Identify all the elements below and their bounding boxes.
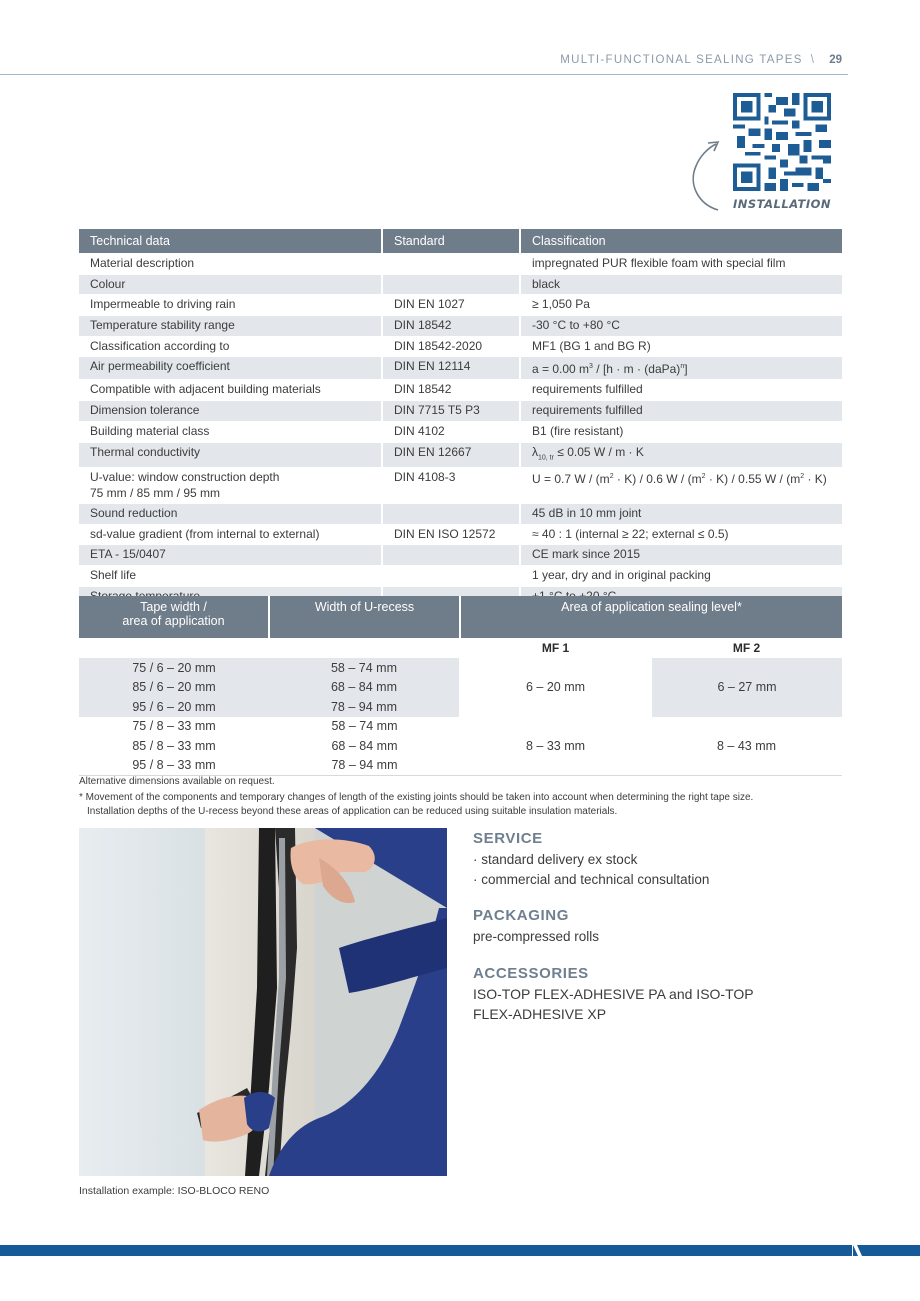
value-cell: 45 dB in 10 mm joint xyxy=(520,503,842,524)
value-cell: 1 year, dry and in original packing xyxy=(520,565,842,586)
value-cell: ≥ 1,050 Pa xyxy=(520,295,842,316)
property-cell: Dimension tolerance xyxy=(79,401,382,422)
table-row xyxy=(79,295,842,316)
property-cell: Compatible with adjacent building materials xyxy=(79,380,382,401)
standard-cell: DIN EN 12667 xyxy=(382,442,520,467)
recess-width-cell: 58 – 74 mm xyxy=(331,719,398,734)
property-cell: Classification according to xyxy=(79,336,382,357)
service-item: · commercial and technical consultation xyxy=(473,871,710,887)
value-cell: requirements fulfilled xyxy=(520,380,842,401)
recess-width-cell: 68 – 84 mm xyxy=(331,738,398,753)
mf2-label: MF 2 xyxy=(651,638,842,658)
column-header: Technical data xyxy=(79,229,382,254)
value-cell: $\lambda_{10, tr} \le 0.05$ W / m · K xyxy=(520,442,842,467)
running-header xyxy=(560,54,842,66)
mf1-range-cell: 6 – 20 mm xyxy=(460,658,651,717)
page-number: 29 xyxy=(829,54,842,66)
mf2-range-cell: 8 – 43 mm xyxy=(651,717,842,776)
standard-cell: DIN 18542-2020 xyxy=(382,336,520,357)
property-cell: Sound reduction xyxy=(79,503,382,524)
value-cell: requirements fulfilled xyxy=(520,401,842,422)
standard-cell: DIN 7715 T5 P3 xyxy=(382,401,520,422)
table-row xyxy=(79,316,842,337)
accessories-section xyxy=(473,965,823,1024)
value-cell: CE mark since 2015 xyxy=(520,545,842,566)
value-cell: -30 °C to +80 °C xyxy=(520,316,842,337)
table-header-row xyxy=(79,596,842,638)
mf1-range-cell: 8 – 33 mm xyxy=(460,717,651,776)
accessories-heading: ACCESSORIES xyxy=(473,965,589,982)
value-cell: MF1 (BG 1 and BG R) xyxy=(520,336,842,357)
table-row xyxy=(79,442,842,467)
footer-bar-tail xyxy=(853,1245,920,1256)
packaging-text: pre-compressed rolls xyxy=(473,929,600,944)
standard-cell: DIN EN 12114 xyxy=(382,357,520,380)
accessories-line: ISO-TOP FLEX-ADHESIVE PA and ISO-TOP xyxy=(473,986,754,1002)
qr-label: INSTALLATION xyxy=(733,197,832,211)
table-row xyxy=(79,254,842,275)
standard-cell: DIN 18542 xyxy=(382,316,520,337)
installation-photo xyxy=(79,828,447,1176)
header-title: MULTI-FUNCTIONAL SEALING TAPES xyxy=(560,54,803,66)
header-rule xyxy=(0,74,848,75)
recess-width-cell: 78 – 94 mm xyxy=(269,756,460,776)
property-cell: Thermal conductivity xyxy=(79,442,382,467)
table-row xyxy=(79,421,842,442)
standard-cell xyxy=(382,565,520,586)
recess-width-cell: 68 – 84 mm xyxy=(269,678,460,698)
tape-width-cell: 85 / 6 – 20 mm xyxy=(79,678,269,698)
table-row xyxy=(79,717,842,737)
table-row xyxy=(79,524,842,545)
technical-data-table xyxy=(79,229,842,606)
property-cell: Building material class xyxy=(79,421,382,442)
tape-width-cell: 75 / 8 – 33 mm xyxy=(132,719,216,734)
column-header: Width of U-recess xyxy=(269,596,460,638)
standard-cell xyxy=(382,545,520,566)
property-cell: Colour xyxy=(79,274,382,295)
table-row xyxy=(79,336,842,357)
table-row xyxy=(79,467,842,503)
footer-bar xyxy=(0,1245,852,1256)
column-header: Area of application sealing level* xyxy=(460,596,842,638)
value-cell: U = 0.7 $W / (m^2 \cdot K) / 0.6$ $W / (m^2 \cdot K) / 0.55$ $W / (m^2 \cdot K)$ xyxy=(520,467,842,503)
value-cell: black xyxy=(520,274,842,295)
footnote: * Movement of the components and temporary changes of length of the existing joints should be taken into account when determining the right tape size. xyxy=(79,792,754,803)
header-separator: \ xyxy=(810,54,816,66)
recess-width-cell: 58 – 74 mm xyxy=(269,658,460,678)
tape-width-cell: 95 / 6 – 20 mm xyxy=(79,697,269,717)
column-header: Standard xyxy=(382,229,520,254)
value-cell: a = 0.00 $m^3 / [h \cdot m$ · (daPa)$^n$] xyxy=(520,357,842,380)
mf2-range-cell: 6 – 27 mm xyxy=(651,658,842,717)
mf1-label: MF 1 xyxy=(460,638,651,658)
value-cell: ≈ 40 : 1 (internal ≥ 22; external ≤ 0.5) xyxy=(520,524,842,545)
value-cell: B1 (fire resistant) xyxy=(520,421,842,442)
standard-cell xyxy=(382,503,520,524)
service-heading: SERVICE xyxy=(473,830,543,847)
tape-width-cell: 85 / 8 – 33 mm xyxy=(132,738,216,753)
dimensions-table xyxy=(79,596,842,776)
packaging-section xyxy=(473,907,823,947)
tape-width-cell: 95 / 8 – 33 mm xyxy=(79,756,269,776)
property-cell: U-value: window construction depth 75 mm / 85 mm / 95 mm xyxy=(79,467,382,503)
note-alternatives: Alternative dimensions available on request. xyxy=(79,776,275,787)
table-row xyxy=(79,401,842,422)
tape-width-cell: 75 / 6 – 20 mm xyxy=(79,658,269,678)
standard-cell: DIN EN 1027 xyxy=(382,295,520,316)
standard-cell: DIN 4102 xyxy=(382,421,520,442)
table-row xyxy=(79,380,842,401)
standard-cell xyxy=(382,274,520,295)
value-cell: impregnated PUR flexible foam with special film xyxy=(520,254,842,275)
recess-width-cell: 78 – 94 mm xyxy=(269,697,460,717)
property-cell: Shelf life xyxy=(79,565,382,586)
standard-cell: DIN EN ISO 12572 xyxy=(382,524,520,545)
table-row xyxy=(79,545,842,566)
table-row xyxy=(79,565,842,586)
standard-cell xyxy=(382,254,520,275)
property-cell: ETA - 15/0407 xyxy=(79,545,382,566)
column-header: Classification xyxy=(520,229,842,254)
service-section xyxy=(473,830,823,889)
table-row xyxy=(79,503,842,524)
property-cell: sd-value gradient (from internal to external) xyxy=(79,524,382,545)
property-cell: Impermeable to driving rain xyxy=(79,295,382,316)
table-header-row xyxy=(79,229,842,254)
table-row xyxy=(79,357,842,380)
property-cell: Temperature stability range xyxy=(79,316,382,337)
accessories-line: FLEX-ADHESIVE XP xyxy=(473,1005,607,1022)
column-header: Tape width / area of application xyxy=(79,596,269,638)
table-row xyxy=(79,658,842,678)
property-cell: Material description xyxy=(79,254,382,275)
standard-cell: DIN 18542 xyxy=(382,380,520,401)
table-row xyxy=(79,274,842,295)
property-cell: Air permeability coefficient xyxy=(79,357,382,380)
standard-cell: DIN 4108-3 xyxy=(382,467,520,503)
service-item: · standard delivery ex stock xyxy=(473,852,638,867)
qr-code-icon[interactable] xyxy=(733,93,831,191)
sealing-level-row xyxy=(79,638,842,658)
footnote-continued: Installation depths of the U-recess beyond these areas of application can be reduced using suitable insulation materials. xyxy=(87,806,618,817)
photo-caption: Installation example: ISO-BLOCO RENO xyxy=(79,1185,270,1197)
curved-arrow-icon xyxy=(688,138,738,212)
packaging-heading: PACKAGING xyxy=(473,907,569,924)
